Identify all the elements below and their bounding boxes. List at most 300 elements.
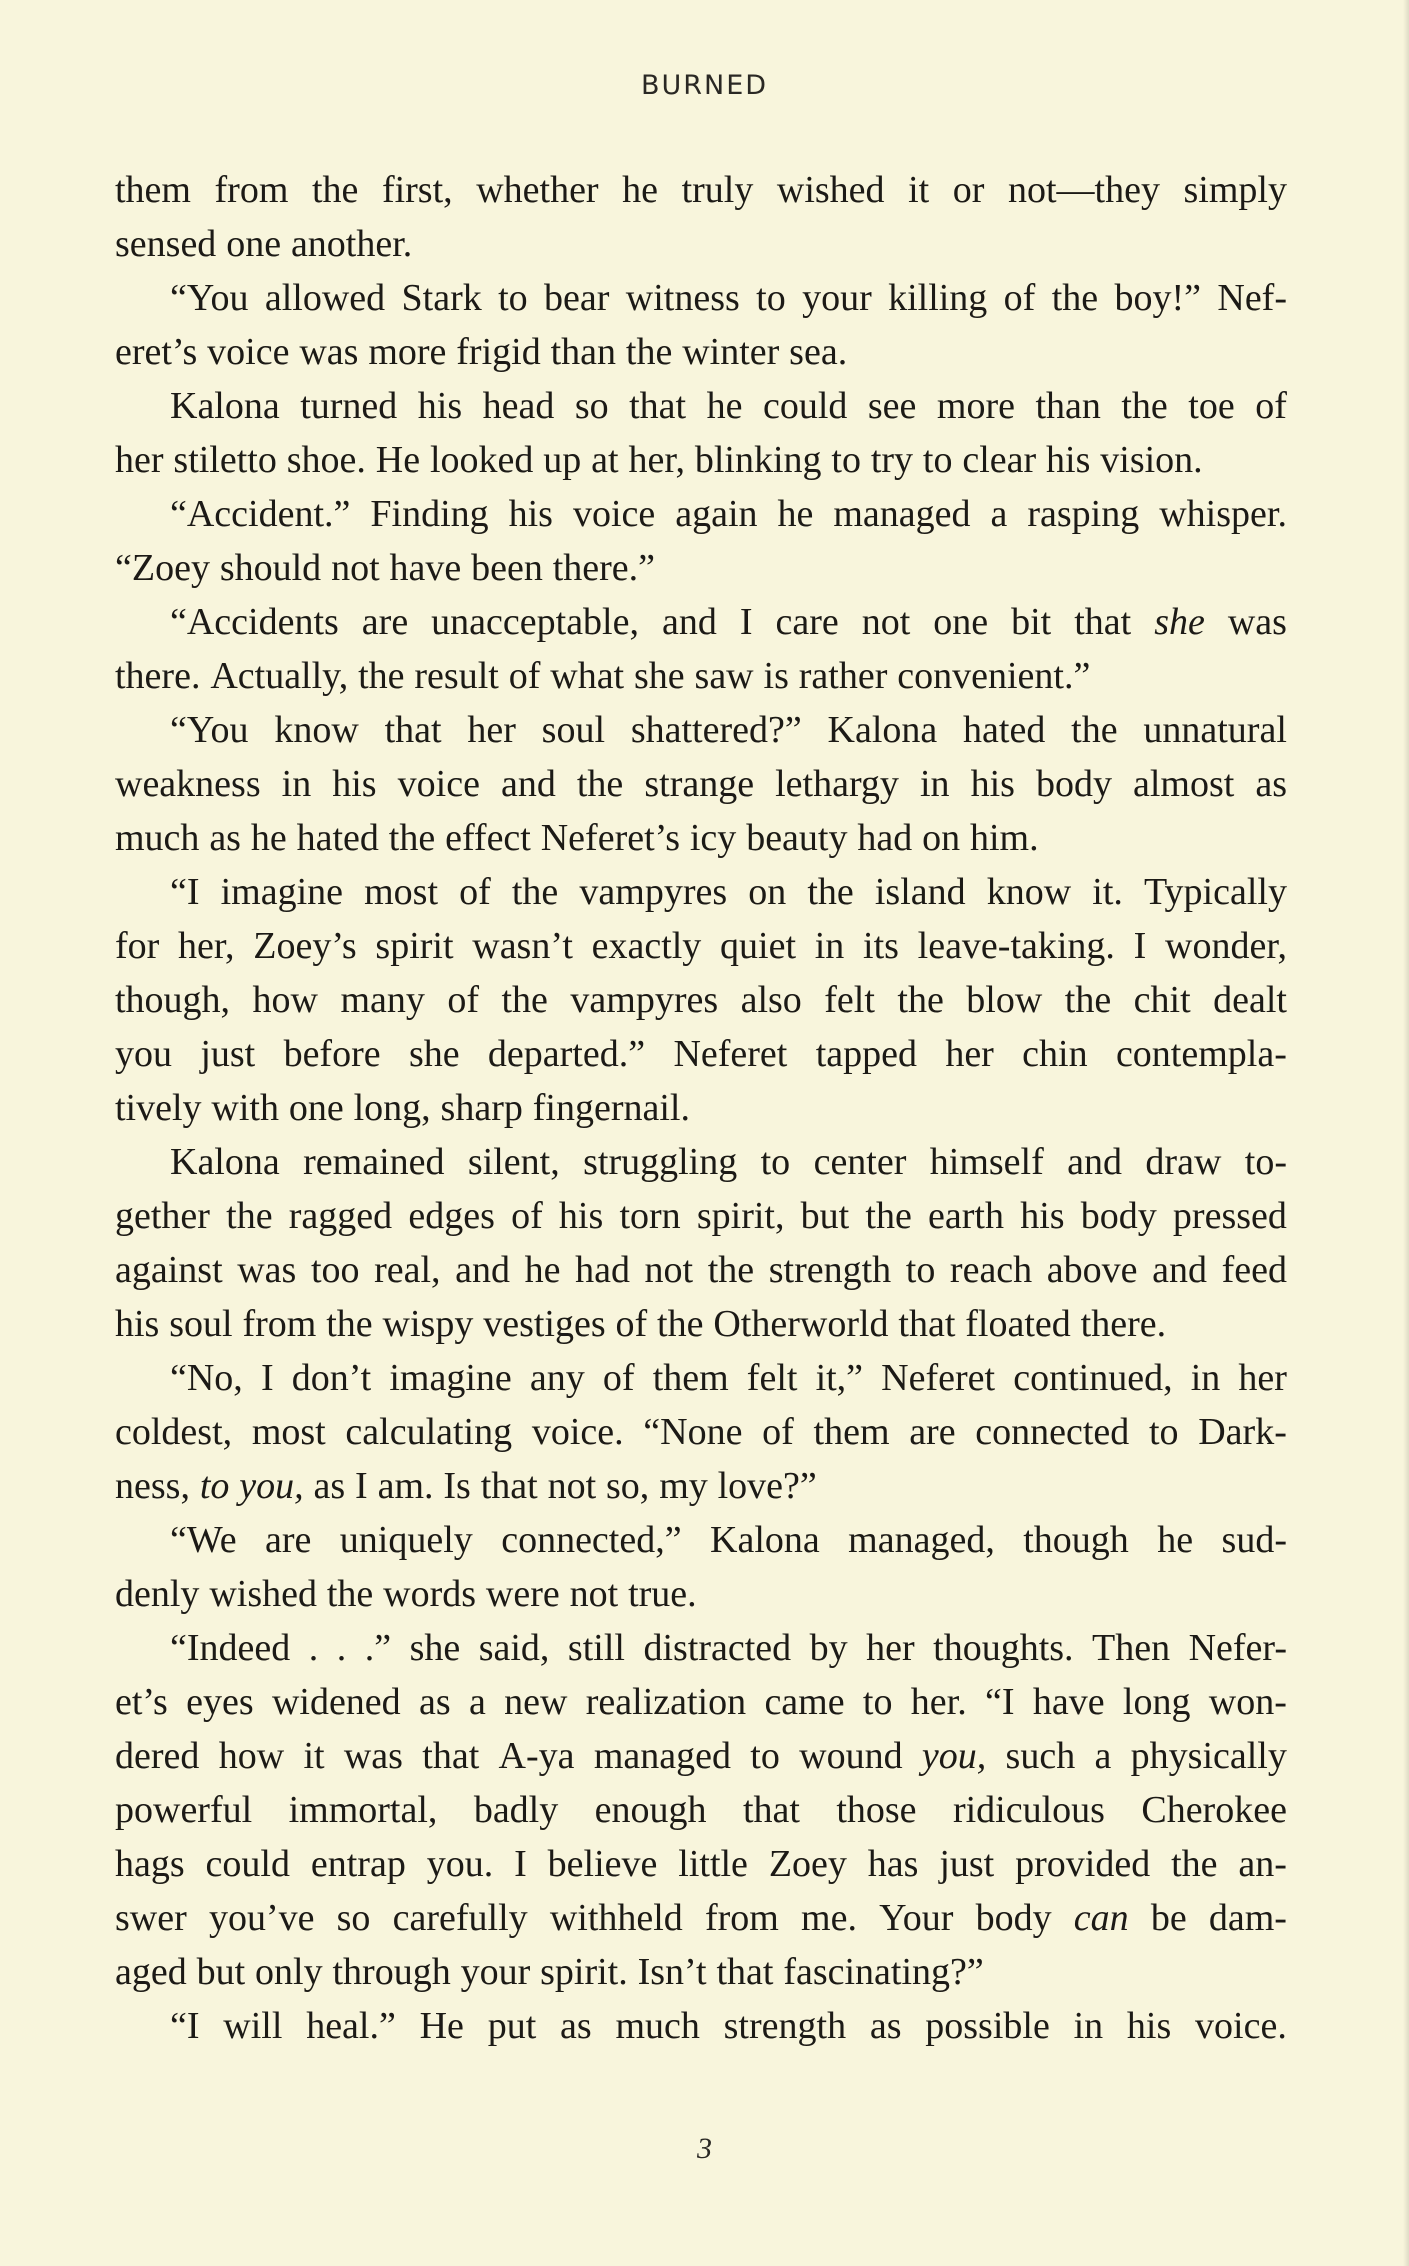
word: toe xyxy=(1188,385,1235,427)
word: Cherokee xyxy=(1141,1789,1287,1831)
word: fascinating?” xyxy=(783,1951,984,1993)
word: wasn’t xyxy=(472,925,573,967)
word: head xyxy=(482,385,555,427)
word: strange xyxy=(644,763,755,805)
word: love?” xyxy=(717,1465,817,1507)
word: are xyxy=(264,1519,312,1561)
word: new xyxy=(504,1681,568,1723)
text-line xyxy=(115,1621,1287,1675)
word: with xyxy=(211,1087,279,1129)
word: that xyxy=(629,385,687,427)
word: remained xyxy=(303,1141,445,1183)
word: to xyxy=(760,1141,791,1183)
word: Neferet’s xyxy=(540,817,680,859)
word: draw xyxy=(1145,1141,1222,1183)
word: only xyxy=(255,1951,323,1993)
word: against xyxy=(115,1249,223,1291)
word: powerful xyxy=(115,1789,253,1831)
word: he xyxy=(1157,1519,1194,1561)
word: more xyxy=(936,385,1015,427)
word: withheld xyxy=(549,1897,683,1939)
word: earth xyxy=(928,1195,1004,1237)
word: departed.” xyxy=(487,1033,646,1075)
word: am. xyxy=(377,1465,434,1507)
word: eret’s xyxy=(115,331,198,373)
word: Kalona xyxy=(827,709,938,751)
word: He xyxy=(419,2005,464,2047)
word: Isn’t xyxy=(637,1951,707,1993)
word: allowed xyxy=(264,277,386,319)
word: Kalona xyxy=(170,1141,280,1183)
word: boy!” xyxy=(1114,277,1202,319)
word: to xyxy=(498,277,528,319)
word: first, xyxy=(381,169,453,211)
word: center xyxy=(813,1141,907,1183)
word: unacceptable, xyxy=(431,601,639,643)
word: as xyxy=(313,1465,346,1507)
word: voice xyxy=(572,493,656,535)
word: any xyxy=(529,1357,585,1399)
text-line xyxy=(115,487,1287,541)
word: ness, xyxy=(115,1465,190,1507)
word: widened xyxy=(271,1681,401,1723)
word: the xyxy=(897,979,944,1021)
word: much xyxy=(615,2005,700,2047)
word: strength xyxy=(768,1249,892,1291)
word: was xyxy=(343,1735,403,1777)
text-line xyxy=(115,433,1287,487)
word: she xyxy=(408,1033,460,1075)
word: more xyxy=(368,331,447,373)
word: vestiges xyxy=(483,1303,606,1345)
word: struggling xyxy=(583,1141,738,1183)
word: had xyxy=(857,817,913,859)
word: his xyxy=(558,1195,604,1237)
word: her xyxy=(1238,1357,1287,1399)
word: again xyxy=(675,493,758,535)
word: entrap xyxy=(310,1843,406,1885)
word: witness xyxy=(625,277,740,319)
word: one xyxy=(288,1087,344,1129)
word: you’ve xyxy=(208,1897,315,1939)
word: has xyxy=(867,1843,919,1885)
word: most xyxy=(364,871,439,913)
word: Actually, xyxy=(210,655,349,697)
text-line xyxy=(115,1135,1287,1189)
word: Typically xyxy=(1144,871,1287,913)
word: enough xyxy=(594,1789,707,1831)
word: you. xyxy=(426,1843,494,1885)
word: not xyxy=(644,1249,694,1291)
word: in xyxy=(1190,1357,1221,1399)
word: a xyxy=(990,493,1008,535)
word: that xyxy=(1074,601,1132,643)
word: lethargy xyxy=(775,763,899,805)
word: hated xyxy=(963,709,1046,751)
word: immortal, xyxy=(288,1789,438,1831)
word: such xyxy=(1005,1735,1076,1777)
word: Otherworld xyxy=(713,1303,889,1345)
word: he xyxy=(622,169,659,211)
word: from xyxy=(242,1303,317,1345)
word: Then xyxy=(1092,1627,1171,1669)
word: of xyxy=(602,1357,635,1399)
word: are xyxy=(361,601,409,643)
word: so xyxy=(574,385,609,427)
word: and xyxy=(455,1249,511,1291)
word: exactly xyxy=(591,925,702,967)
word: it xyxy=(303,1735,325,1777)
word: contempla- xyxy=(1115,1033,1287,1075)
text-line xyxy=(115,271,1287,325)
word: to- xyxy=(1244,1141,1287,1183)
word: ragged xyxy=(288,1195,393,1237)
word: me. xyxy=(801,1897,857,1939)
text-line xyxy=(115,1189,1287,1243)
word: wound xyxy=(799,1735,903,1777)
word: edges xyxy=(408,1195,495,1237)
word: been xyxy=(471,547,543,589)
word: but xyxy=(800,1195,850,1237)
word: “Indeed xyxy=(170,1627,291,1669)
word: to xyxy=(750,1735,780,1777)
word: on xyxy=(748,871,787,913)
text-line xyxy=(115,1999,1287,2053)
word: little xyxy=(678,1843,748,1885)
word: frigid xyxy=(456,331,541,373)
word: he xyxy=(706,385,743,427)
word: connected,” xyxy=(501,1519,682,1561)
word: that xyxy=(480,1465,538,1507)
word: “You xyxy=(170,709,249,751)
word: in xyxy=(814,925,845,967)
word: from xyxy=(704,1897,779,1939)
word: thoughts. xyxy=(933,1627,1074,1669)
word: the xyxy=(226,1195,273,1237)
word: Kalona xyxy=(170,385,280,427)
word: Dark- xyxy=(1198,1411,1287,1453)
word: on xyxy=(922,817,961,859)
word: one xyxy=(226,223,282,265)
word: denly xyxy=(115,1573,200,1615)
word: the xyxy=(707,1249,755,1291)
word: he xyxy=(777,493,814,535)
word: not xyxy=(331,547,380,589)
word: the xyxy=(388,817,436,859)
text-line xyxy=(115,1027,1287,1081)
word: her xyxy=(115,439,164,481)
word: A-ya xyxy=(498,1735,575,1777)
word: aged xyxy=(115,1951,187,1993)
word: pressed xyxy=(1172,1195,1287,1237)
word: the xyxy=(657,1303,704,1345)
word: body xyxy=(1080,1195,1157,1237)
word: them xyxy=(652,1357,729,1399)
word: badly xyxy=(473,1789,559,1831)
word: how xyxy=(252,979,318,1021)
word: know xyxy=(274,709,359,751)
word: to xyxy=(831,439,861,481)
word: the xyxy=(326,1303,373,1345)
word: “Accident.” xyxy=(170,493,351,535)
word: vampyres xyxy=(579,871,728,913)
word: your xyxy=(802,277,872,319)
word: simply xyxy=(1183,169,1287,211)
word: “You xyxy=(170,277,249,319)
word: it xyxy=(908,169,930,211)
text-line xyxy=(115,973,1287,1027)
word: those xyxy=(836,1789,917,1831)
word: not xyxy=(569,1573,619,1615)
word: wished xyxy=(209,1573,317,1615)
word: floated xyxy=(965,1303,1071,1345)
word: still xyxy=(567,1627,625,1669)
word: that xyxy=(898,1303,956,1345)
word: .” xyxy=(364,1627,392,1669)
word: possible xyxy=(925,2005,1050,2047)
word: Nef- xyxy=(1217,277,1287,319)
word: stiletto xyxy=(173,439,277,481)
word: provided xyxy=(1015,1843,1151,1885)
word: and xyxy=(661,601,717,643)
word: swer xyxy=(115,1897,187,1939)
word: of xyxy=(447,979,480,1021)
word: spirit. xyxy=(540,1951,628,1993)
word: long, xyxy=(353,1087,431,1129)
word: at xyxy=(591,439,619,481)
word: the xyxy=(865,1195,912,1237)
word: her, xyxy=(628,439,685,481)
word: most xyxy=(251,1411,326,1453)
word: could xyxy=(205,1843,290,1885)
word: Neferet xyxy=(673,1033,788,1075)
word: voice. xyxy=(1195,2005,1287,2047)
word: I xyxy=(514,1843,527,1885)
word: above xyxy=(1046,1249,1138,1291)
word: an- xyxy=(1238,1843,1287,1885)
text-line xyxy=(115,163,1287,217)
word: to xyxy=(905,1249,936,1291)
word: were xyxy=(485,1573,560,1615)
word: its xyxy=(863,925,899,967)
word: soul xyxy=(541,709,606,751)
word: are xyxy=(909,1411,956,1453)
word: calculating xyxy=(345,1411,513,1453)
word: quiet xyxy=(720,925,797,967)
word: voice xyxy=(397,763,480,805)
word: the xyxy=(1071,709,1118,751)
word: try xyxy=(870,439,914,481)
word: I xyxy=(1133,925,1147,967)
word: I xyxy=(355,1465,368,1507)
word: see xyxy=(867,385,917,427)
page-edge-shadow xyxy=(1403,0,1409,2266)
word: there. xyxy=(1080,1303,1167,1345)
word: is xyxy=(763,655,789,697)
word: of xyxy=(762,1411,794,1453)
word: shattered?” xyxy=(630,709,802,751)
word: be xyxy=(1150,1897,1187,1939)
word: to xyxy=(199,1465,230,1507)
word: vampyres xyxy=(570,979,719,1021)
word: believe xyxy=(547,1843,658,1885)
text-line xyxy=(115,865,1287,919)
word: your xyxy=(460,1951,531,1993)
text-line xyxy=(115,1729,1287,1783)
word: just xyxy=(200,1033,256,1075)
word: of xyxy=(508,655,541,697)
word: wispy xyxy=(382,1303,474,1345)
word: wished xyxy=(776,169,885,211)
word: the xyxy=(1064,979,1112,1021)
word: her xyxy=(467,709,516,751)
word: as xyxy=(1255,763,1287,805)
word: have xyxy=(389,547,462,589)
word: body xyxy=(1035,763,1112,805)
word: she xyxy=(634,655,685,697)
word: her, xyxy=(178,925,235,967)
word: torn xyxy=(619,1195,681,1237)
word: there. xyxy=(115,655,201,697)
word: Stark xyxy=(401,277,482,319)
word: dered xyxy=(115,1735,200,1777)
word: sea. xyxy=(789,331,848,373)
word: how xyxy=(218,1735,285,1777)
word: the xyxy=(326,1573,374,1615)
word: bit xyxy=(1011,601,1052,643)
word: “We xyxy=(170,1519,237,1561)
word: whisper. xyxy=(1159,493,1287,535)
word: the xyxy=(358,655,405,697)
word: et’s xyxy=(115,1681,168,1723)
word: as xyxy=(209,817,241,859)
word: don’t xyxy=(291,1357,372,1399)
word: so, xyxy=(606,1465,650,1507)
word: tapped xyxy=(815,1033,917,1075)
word: whether xyxy=(476,169,599,211)
word: was xyxy=(299,331,359,373)
text-line xyxy=(115,1351,1287,1405)
word: gether xyxy=(115,1195,210,1237)
word: beauty xyxy=(746,817,848,859)
word: you xyxy=(115,1033,172,1075)
word: put xyxy=(487,2005,537,2047)
word: distracted xyxy=(643,1627,792,1669)
word: know xyxy=(986,871,1072,913)
word: hated xyxy=(296,817,379,859)
word: that xyxy=(422,1735,480,1777)
word: hags xyxy=(115,1843,185,1885)
word: to xyxy=(756,277,786,319)
word: uniquely xyxy=(339,1519,473,1561)
word: vision. xyxy=(1100,439,1203,481)
word: continued, xyxy=(1013,1357,1173,1399)
word: than xyxy=(550,331,617,373)
word: the xyxy=(1171,1843,1218,1885)
word: of xyxy=(615,1303,648,1345)
word: his xyxy=(1046,439,1091,481)
word: physically xyxy=(1130,1735,1287,1777)
word: rather xyxy=(798,655,888,697)
word: Nefer- xyxy=(1188,1627,1287,1669)
word: the xyxy=(511,871,559,913)
word: her xyxy=(866,1627,915,1669)
word: the xyxy=(501,979,548,1021)
word: his xyxy=(115,1303,160,1345)
word: them xyxy=(115,169,191,211)
word: feed xyxy=(1221,1249,1287,1291)
word: unnatural xyxy=(1143,709,1287,751)
word: Your xyxy=(879,1897,954,1939)
word: soul xyxy=(169,1303,233,1345)
word: it. xyxy=(1092,871,1123,913)
word: his xyxy=(332,763,377,805)
word: “I xyxy=(170,2005,200,2047)
word: of xyxy=(459,871,491,913)
word: island xyxy=(874,871,966,913)
word: imagine xyxy=(220,871,344,913)
word: have xyxy=(1032,1681,1105,1723)
word: to xyxy=(1148,1411,1179,1453)
word: saw xyxy=(694,655,754,697)
word: “None xyxy=(643,1411,743,1453)
word: I xyxy=(739,601,753,643)
word: the xyxy=(311,169,359,211)
text-line xyxy=(115,703,1287,757)
word: came xyxy=(764,1681,845,1723)
word: I xyxy=(260,1357,274,1399)
word: she xyxy=(1154,601,1205,643)
word: to xyxy=(922,439,953,481)
word: was xyxy=(237,1249,297,1291)
text-line xyxy=(115,1405,1287,1459)
word: the xyxy=(625,331,673,373)
word: not xyxy=(547,1465,597,1507)
word: connected xyxy=(975,1411,1130,1453)
text-line xyxy=(115,1459,1287,1513)
word: eyes xyxy=(186,1681,254,1723)
word: shoe. xyxy=(286,439,366,481)
word: bear xyxy=(544,277,610,319)
word: he xyxy=(524,1249,561,1291)
word: him. xyxy=(969,817,1039,859)
word: the xyxy=(1121,385,1168,427)
word: truly xyxy=(681,169,754,211)
word: imagine xyxy=(389,1357,512,1399)
word: as xyxy=(560,2005,592,2047)
word: felt xyxy=(746,1357,798,1399)
word: the xyxy=(1051,277,1099,319)
word: result xyxy=(414,655,499,697)
running-head: BURNED xyxy=(640,70,769,101)
word: could xyxy=(762,385,848,427)
word: sud- xyxy=(1221,1519,1287,1561)
word: voice xyxy=(207,331,290,373)
word: Finding xyxy=(370,493,489,535)
word: she xyxy=(409,1627,461,1669)
text-line xyxy=(115,1945,1287,1999)
word: tively xyxy=(115,1087,202,1129)
word: He xyxy=(375,439,421,481)
word: was xyxy=(1227,601,1287,643)
text-line xyxy=(115,217,1287,271)
word: than xyxy=(1035,385,1101,427)
text-line xyxy=(115,1297,1287,1351)
word: of xyxy=(1003,277,1036,319)
word: he xyxy=(250,817,287,859)
word: in xyxy=(919,763,950,805)
page-number: 3 xyxy=(697,2132,712,2165)
